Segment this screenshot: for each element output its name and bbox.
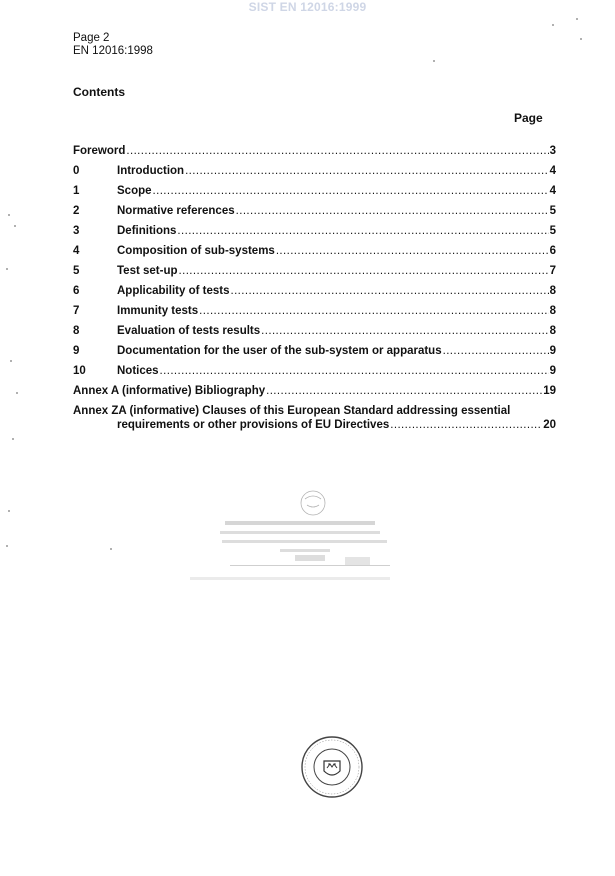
- toc-title: Scope: [117, 185, 152, 197]
- toc-entry: [117, 185, 556, 197]
- toc-page-number: 20: [543, 419, 556, 431]
- toc-page-number: 5: [549, 205, 556, 217]
- toc-row-scope[interactable]: [73, 185, 556, 201]
- scan-speck: [6, 545, 8, 547]
- toc-page-number: 8: [549, 325, 556, 337]
- document-id: EN 12016:1998: [73, 45, 153, 57]
- toc-entry: [117, 345, 556, 357]
- toc-entry: [117, 265, 556, 277]
- toc-page-number: 5: [549, 225, 556, 237]
- scan-speck: [110, 548, 112, 550]
- toc-page-number: 19: [543, 385, 556, 397]
- leader-dots: [276, 245, 549, 257]
- leader-dots: [443, 345, 549, 357]
- scan-speck: [552, 24, 554, 26]
- toc-title: Evaluation of tests results: [117, 325, 261, 337]
- toc-number: 2: [73, 205, 80, 217]
- toc-row-notices[interactable]: [73, 365, 556, 381]
- leader-dots: [179, 265, 549, 277]
- toc-entry: [117, 325, 556, 337]
- toc-entry: [117, 205, 556, 217]
- watermark: SIST EN 12016:1999: [248, 0, 367, 14]
- toc-page-number: 3: [549, 145, 556, 157]
- scan-speck: [14, 225, 16, 227]
- toc-row-applicability[interactable]: [73, 285, 556, 301]
- toc-title: Test set-up: [117, 265, 178, 277]
- scan-speck: [10, 360, 12, 362]
- toc-row-annex-a[interactable]: [73, 385, 556, 401]
- scan-speck: [8, 214, 10, 216]
- toc-entry: [73, 385, 556, 397]
- toc-page-number: 9: [549, 365, 556, 377]
- toc-title: Foreword: [73, 145, 126, 157]
- toc-row-evaluation[interactable]: [73, 325, 556, 341]
- leader-dots: [261, 325, 548, 337]
- leader-dots: [160, 365, 549, 377]
- toc-title: Composition of sub-systems: [117, 245, 275, 257]
- toc-number: 8: [73, 325, 80, 337]
- toc-row-introduction[interactable]: [73, 165, 556, 181]
- toc-entry: [117, 165, 556, 177]
- scan-speck: [433, 60, 435, 62]
- scan-speck: [12, 438, 14, 440]
- toc-row-foreword[interactable]: [73, 145, 556, 161]
- toc-title-line1: Annex ZA (informative) Clauses of this European Standard addressing essential: [73, 405, 511, 417]
- toc-title: Documentation for the user of the sub-system or apparatus: [117, 345, 442, 357]
- scan-speck: [8, 510, 10, 512]
- toc-entry: [117, 245, 556, 257]
- leader-dots: [390, 419, 542, 431]
- toc-number: 1: [73, 185, 80, 197]
- scan-speck: [576, 18, 578, 20]
- toc-row-test-set-up[interactable]: [73, 265, 556, 281]
- toc-number: 3: [73, 225, 80, 237]
- faded-stamp: [180, 485, 410, 595]
- toc-page-number: 4: [549, 165, 556, 177]
- official-seal: [300, 735, 364, 799]
- scan-speck: [580, 38, 582, 40]
- toc-row-annex-za[interactable]: [73, 405, 556, 437]
- leader-dots: [185, 165, 549, 177]
- toc-page-number: 7: [549, 265, 556, 277]
- toc-page-number: 8: [549, 305, 556, 317]
- toc-title: Applicability of tests: [117, 285, 230, 297]
- leader-dots: [153, 185, 549, 197]
- toc-row-definitions[interactable]: [73, 225, 556, 241]
- scan-speck: [6, 268, 8, 270]
- toc-number: 7: [73, 305, 80, 317]
- page-number-label: Page 2: [73, 32, 110, 44]
- toc-entry: [117, 285, 556, 297]
- leader-dots: [177, 225, 548, 237]
- toc-row-documentation[interactable]: [73, 345, 556, 361]
- leader-dots: [266, 385, 542, 397]
- toc-entry: [117, 305, 556, 317]
- leader-dots: [126, 145, 548, 157]
- contents-heading: Contents: [73, 85, 125, 99]
- toc-title: Definitions: [117, 225, 177, 237]
- toc-row-composition[interactable]: [73, 245, 556, 261]
- page-header: [73, 32, 153, 58]
- toc-number: 4: [73, 245, 80, 257]
- toc-entry: [73, 145, 556, 157]
- page-column-heading: Page: [514, 111, 543, 125]
- toc-number: 5: [73, 265, 80, 277]
- toc-page-number: 4: [549, 185, 556, 197]
- toc-number: 0: [73, 165, 80, 177]
- toc-entry: [117, 419, 556, 431]
- toc-number: 10: [73, 365, 86, 377]
- toc-page-number: 6: [549, 245, 556, 257]
- toc-number: 9: [73, 345, 80, 357]
- leader-dots: [230, 285, 548, 297]
- scan-speck: [16, 392, 18, 394]
- leader-dots: [199, 305, 548, 317]
- toc-number: 6: [73, 285, 80, 297]
- toc-title: Immunity tests: [117, 305, 199, 317]
- toc-page-number: 9: [549, 345, 556, 357]
- toc-entry: [117, 225, 556, 237]
- toc-row-normative-references[interactable]: [73, 205, 556, 221]
- toc-title: Notices: [117, 365, 159, 377]
- toc-title: Annex A (informative) Bibliography: [73, 385, 266, 397]
- leader-dots: [236, 205, 549, 217]
- toc-entry: [117, 365, 556, 377]
- toc-title-line2: requirements or other provisions of EU Directives: [117, 419, 390, 431]
- toc-page-number: 8: [549, 285, 556, 297]
- toc-title: Normative references: [117, 205, 235, 217]
- toc-row-immunity-tests[interactable]: [73, 305, 556, 321]
- toc-title: Introduction: [117, 165, 185, 177]
